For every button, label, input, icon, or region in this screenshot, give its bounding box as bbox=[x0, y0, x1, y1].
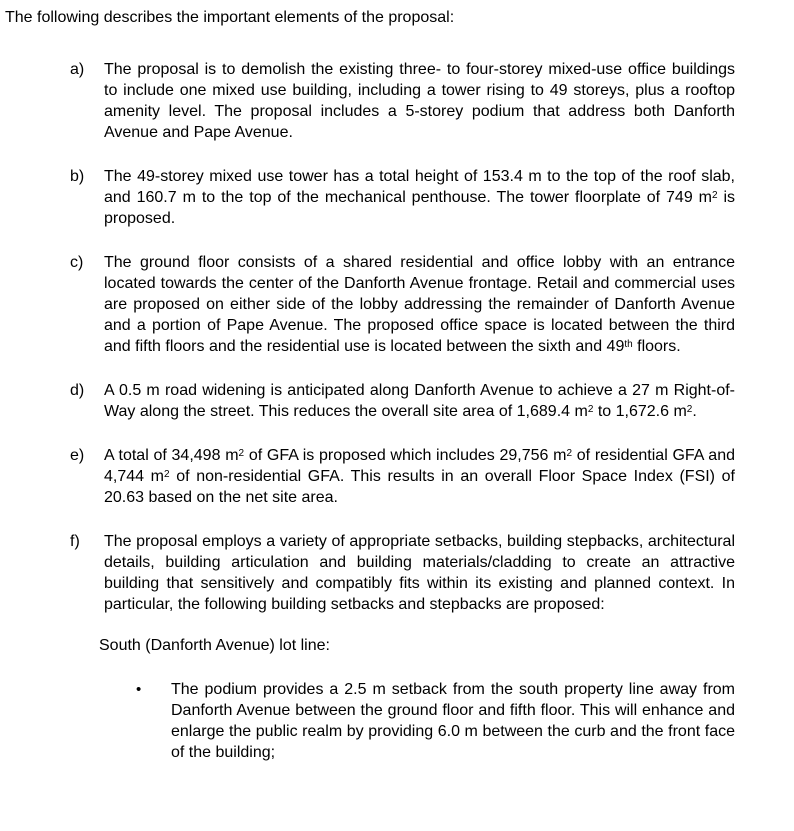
list-item bbox=[70, 380, 794, 422]
intro-paragraph: The following describes the important elements of the proposal: bbox=[5, 9, 455, 26]
item-label: e) bbox=[70, 447, 85, 464]
item-text: The proposal is to demolish the existing three- to four-storey mixed-use office buildings to include one mixed use building, including a tower rising to 49 storeys, plus a rooftop amenity level. The proposal includes a 5-storey podium that address both Danforth Avenue and Pape Avenue. bbox=[104, 61, 735, 141]
item-label: b) bbox=[70, 168, 85, 185]
item-text: The 49-storey mixed use tower has a total height of 153.4 m to the top of the roof slab, and 160.7 m to the top of the mechanical penthouse. The tower floorplate of 749 $m^2$ is proposed. bbox=[104, 168, 736, 227]
item-label: a) bbox=[70, 61, 85, 78]
item-text: The proposal employs a variety of appropriate setbacks, building stepbacks, architectural details, building articulation and building materials/cladding to create an attractive building that sensitively and compatibly fits within its existing and planned context. In particular, the following building setbacks and stepbacks are proposed: bbox=[104, 533, 735, 613]
item-label: c) bbox=[70, 254, 84, 271]
item-text: A 0.5 m road widening is anticipated along Danforth Avenue to achieve a 27 m Right-of-Way along the street. This reduces the overall site area of 1,689.4 $m^2$ to 1,672.6 $m^2$. bbox=[104, 382, 735, 420]
item-label: f) bbox=[70, 533, 80, 550]
list-item bbox=[70, 252, 794, 357]
bullet-marker: • bbox=[136, 681, 142, 698]
list-item bbox=[70, 59, 794, 143]
subheading: South (Danforth Avenue) lot line: bbox=[99, 637, 330, 654]
bullet-item bbox=[136, 679, 794, 763]
item-label: d) bbox=[70, 382, 85, 399]
item-text: A total of 34,498 $m^2$ of GFA is proposed which includes 29,756 $m^2$ of residential GFA and 4,744 $m^2$ of non-residential GFA. This results in an overall Floor Space Index (FSI) of 20.63 based on the net site area. bbox=[104, 447, 736, 506]
bullet-text: The podium provides a 2.5 m setback from the south property line away from Danforth Avenue between the ground floor and fifth floor. This will enhance and enlarge the public realm by providing 6.0 m between the curb and the front face of the building; bbox=[171, 681, 735, 761]
list-item bbox=[70, 531, 794, 615]
list-item bbox=[70, 166, 794, 229]
item-text: The ground floor consists of a shared residential and office lobby with an entrance located towards the center of the Danforth Avenue frontage. Retail and commercial uses are proposed on either side of the lobby addressing the remainder of Danforth Avenue and a portion of Pape Avenue. The proposed office space is located between the third and fifth floors and the residential use is located between the sixth and 49th floors. bbox=[104, 254, 735, 355]
list-item bbox=[70, 445, 794, 508]
